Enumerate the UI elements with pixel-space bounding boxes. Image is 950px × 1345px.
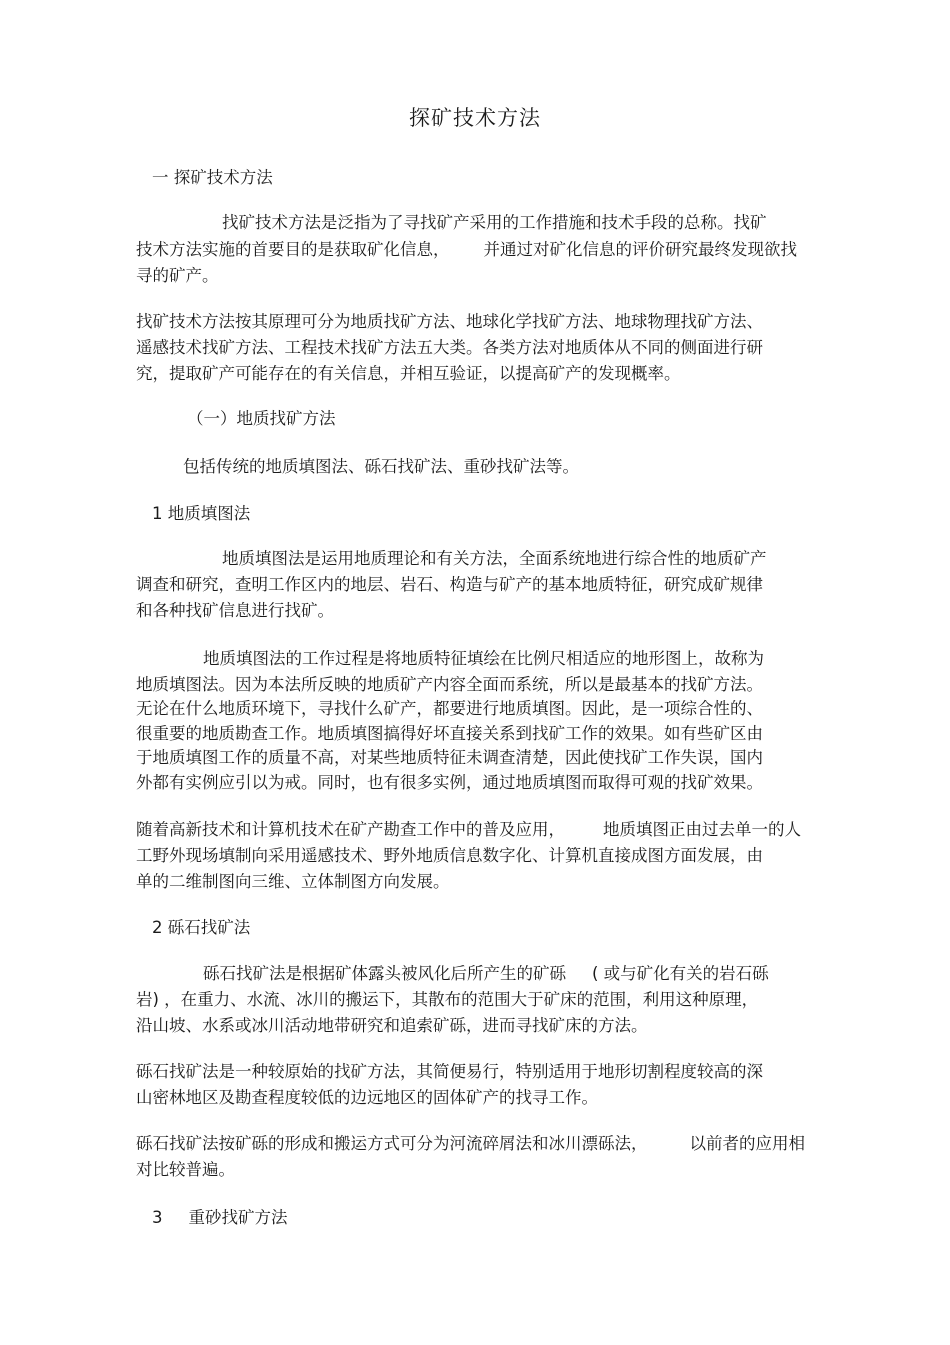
paragraph-9-line-1b: 以前者的应用相 <box>689 1134 805 1153</box>
section-heading-1: 一 探矿技术方法 <box>152 168 273 187</box>
paragraph-5-line-5: 于地质填图工作的质量不高，对某些地质特征未调查清楚，因此使找矿工作失误，国内 <box>136 748 763 767</box>
paragraph-6-line-2: 工野外现场填制向采用遥感技术、野外地质信息数字化、计算机直接成图方面发展，由 <box>136 846 763 865</box>
paragraph-5-line-3: 无论在什么地质环境下，寻找什么矿产，都要进行地质填图。因此，是一项综合性的、 <box>136 699 763 718</box>
paragraph-1-line-3: 寻的矿产。 <box>136 266 219 285</box>
paragraph-4-line-1: 地质填图法是运用地质理论和有关方法，全面系统地进行综合性的地质矿产 <box>222 549 767 568</box>
section-heading-5 <box>152 1206 288 1230</box>
paragraph-6-line-1a: 随着高新技术和计算机技术在矿产勘查工作中的普及应用， <box>136 820 565 839</box>
paragraph-9-line-1 <box>136 1132 805 1156</box>
paragraph-8-line-1: 砾石找矿法是一种较原始的找矿方法，其简便易行，特别适用于地形切割程度较高的深 <box>136 1062 763 1081</box>
paragraph-3: 包括传统的地质填图法、砾石找矿法、重砂找矿法等。 <box>183 457 579 476</box>
paragraph-9-line-1a: 砾石找矿法按矿砾的形成和搬运方式可分为河流碎屑法和冰川漂砾法， <box>136 1134 648 1153</box>
document-title: 探矿技术方法 <box>409 106 541 130</box>
paragraph-4-line-3: 和各种找矿信息进行找矿。 <box>136 601 334 620</box>
section-heading-3: 1 地质填图法 <box>152 504 251 523</box>
paragraph-1-line-2a: 技术方法实施的首要目的是获取矿化信息， <box>136 240 450 259</box>
section-heading-5-text: 重砂找矿方法 <box>188 1208 288 1227</box>
paragraph-6-line-3: 单的二维制图向三维、立体制图方向发展。 <box>136 872 450 891</box>
paragraph-5-line-4: 很重要的地质勘查工作。地质填图搞得好坏直接关系到找矿工作的效果。如有些矿区由 <box>136 724 763 743</box>
paragraph-7-line-1 <box>203 962 769 986</box>
paragraph-7-line-1b: ( 或与矿化有关的岩石砾 <box>592 964 769 983</box>
paragraph-5-line-1: 地质填图法的工作过程是将地质特征填绘在比例尺相适应的地形图上，故称为 <box>203 649 764 668</box>
paragraph-8-line-2: 山密林地区及勘查程度较低的边远地区的固体矿产的找寻工作。 <box>136 1088 598 1107</box>
paragraph-2-line-3: 究，提取矿产可能存在的有关信息，并相互验证，以提高矿产的发现概率。 <box>136 364 681 383</box>
section-heading-2: （一）地质找矿方法 <box>187 409 336 428</box>
paragraph-9-line-2: 对比较普遍。 <box>136 1160 235 1179</box>
paragraph-2-line-2: 遥感技术找矿方法、工程技术找矿方法五大类。各类方法对地质体从不同的侧面进行研 <box>136 338 763 357</box>
section-heading-5-number: 3 <box>152 1208 163 1227</box>
paragraph-6-line-1b: 地质填图正由过去单一的人 <box>603 820 801 839</box>
section-heading-4: 2 砾石找矿法 <box>152 918 251 937</box>
paragraph-5-line-2: 地质填图法。因为本法所反映的地质矿产内容全面而系统，所以是最基本的找矿方法。 <box>136 675 763 694</box>
paragraph-1-line-1: 找矿技术方法是泛指为了寻找矿产采用的工作措施和技术手段的总称。找矿 <box>222 213 767 232</box>
paragraph-1-line-2b: 并通过对矿化信息的评价研究最终发现欲找 <box>483 240 797 259</box>
paragraph-7-line-1a: 砾石找矿法是根据矿体露头被风化后所产生的矿砾 <box>203 964 566 983</box>
paragraph-1-line-2 <box>136 238 797 262</box>
paragraph-4-line-2: 调查和研究，查明工作区内的地层、岩石、构造与矿产的基本地质特征，研究成矿规律 <box>136 575 763 594</box>
paragraph-7-line-3: 沿山坡、水系或冰川活动地带研究和追索矿砾，进而寻找矿床的方法。 <box>136 1016 648 1035</box>
paragraph-7-line-2: 岩) ，在重力、水流、冰川的搬运下，其散布的范围大于矿床的范围，利用这种原理， <box>136 990 759 1009</box>
paragraph-5-line-6: 外都有实例应引以为戒。同时，也有很多实例，通过地质填图而取得可观的找矿效果。 <box>136 773 763 792</box>
paragraph-6-line-1 <box>136 818 801 842</box>
paragraph-2-line-1: 找矿技术方法按其原理可分为地质找矿方法、地球化学找矿方法、地球物理找矿方法、 <box>136 312 763 331</box>
